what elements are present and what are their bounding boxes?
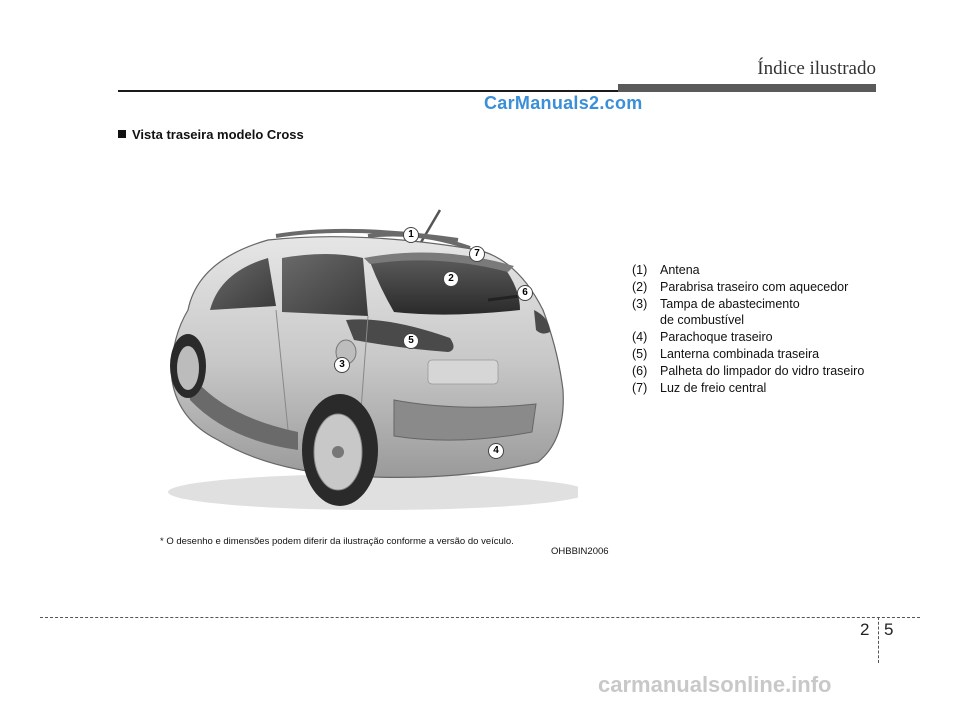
callout-marker-3 bbox=[334, 357, 350, 373]
legend-number: (7) bbox=[632, 381, 648, 395]
legend-item bbox=[632, 329, 880, 345]
legend-text: Parabrisa traseiro com aquecedor bbox=[660, 280, 849, 294]
parts-legend bbox=[632, 262, 880, 397]
legend-text: Luz de freio central bbox=[660, 381, 767, 395]
footnote: * O desenho e dimensões podem diferir da ilustração conforme a versão do veículo. bbox=[160, 536, 514, 547]
callout-label: 2 bbox=[448, 273, 454, 284]
header-rule-thick bbox=[618, 84, 876, 92]
legend-text: Parachoque traseiro bbox=[660, 330, 773, 344]
section-title-text: Vista traseira modelo Cross bbox=[132, 127, 304, 142]
legend-item bbox=[632, 296, 880, 328]
legend-item bbox=[632, 279, 880, 295]
callout-marker-4 bbox=[488, 443, 504, 459]
legend-number: (1) bbox=[632, 263, 648, 277]
section-title bbox=[118, 127, 304, 142]
page-number: 5 bbox=[884, 620, 894, 639]
header-title: Índice ilustrado bbox=[757, 58, 876, 79]
callout-marker-1 bbox=[403, 227, 419, 243]
legend-item bbox=[632, 346, 880, 362]
legend-item bbox=[632, 380, 880, 396]
callout-label: 1 bbox=[408, 229, 414, 240]
legend-text: Palheta do limpador do vidro traseiro bbox=[660, 364, 865, 378]
footer-dashed-rule bbox=[40, 617, 920, 618]
watermark-bottom: carmanualsonline.info bbox=[598, 672, 832, 697]
legend-number: (2) bbox=[632, 280, 648, 294]
callout-marker-5 bbox=[403, 333, 419, 349]
callout-marker-2 bbox=[443, 271, 459, 287]
callout-label: 5 bbox=[408, 335, 414, 346]
callout-marker-7 bbox=[469, 246, 485, 262]
legend-text: Tampa de abastecimento de combustível bbox=[660, 297, 800, 327]
car-rear-illustration bbox=[158, 200, 578, 520]
legend-item bbox=[632, 363, 880, 379]
header-rule-thin bbox=[118, 90, 618, 92]
legend-number: (6) bbox=[632, 364, 648, 378]
callout-label: 4 bbox=[493, 445, 499, 456]
legend-number: (3) bbox=[632, 297, 648, 311]
callout-label: 7 bbox=[474, 248, 480, 259]
legend-text: Lanterna combinada traseira bbox=[660, 347, 820, 361]
footer-dashed-divider bbox=[878, 617, 879, 663]
callout-marker-6 bbox=[517, 285, 533, 301]
page-chapter: 2 bbox=[860, 620, 870, 639]
square-bullet-icon bbox=[118, 130, 126, 138]
legend-number: (4) bbox=[632, 330, 648, 344]
callout-label: 3 bbox=[339, 359, 345, 370]
callout-label: 6 bbox=[522, 287, 528, 298]
legend-text: Antena bbox=[660, 263, 700, 277]
legend-number: (5) bbox=[632, 347, 648, 361]
image-code: OHBBIN2006 bbox=[551, 546, 609, 557]
watermark-top: CarManuals2.com bbox=[484, 93, 643, 113]
legend-item bbox=[632, 262, 880, 278]
